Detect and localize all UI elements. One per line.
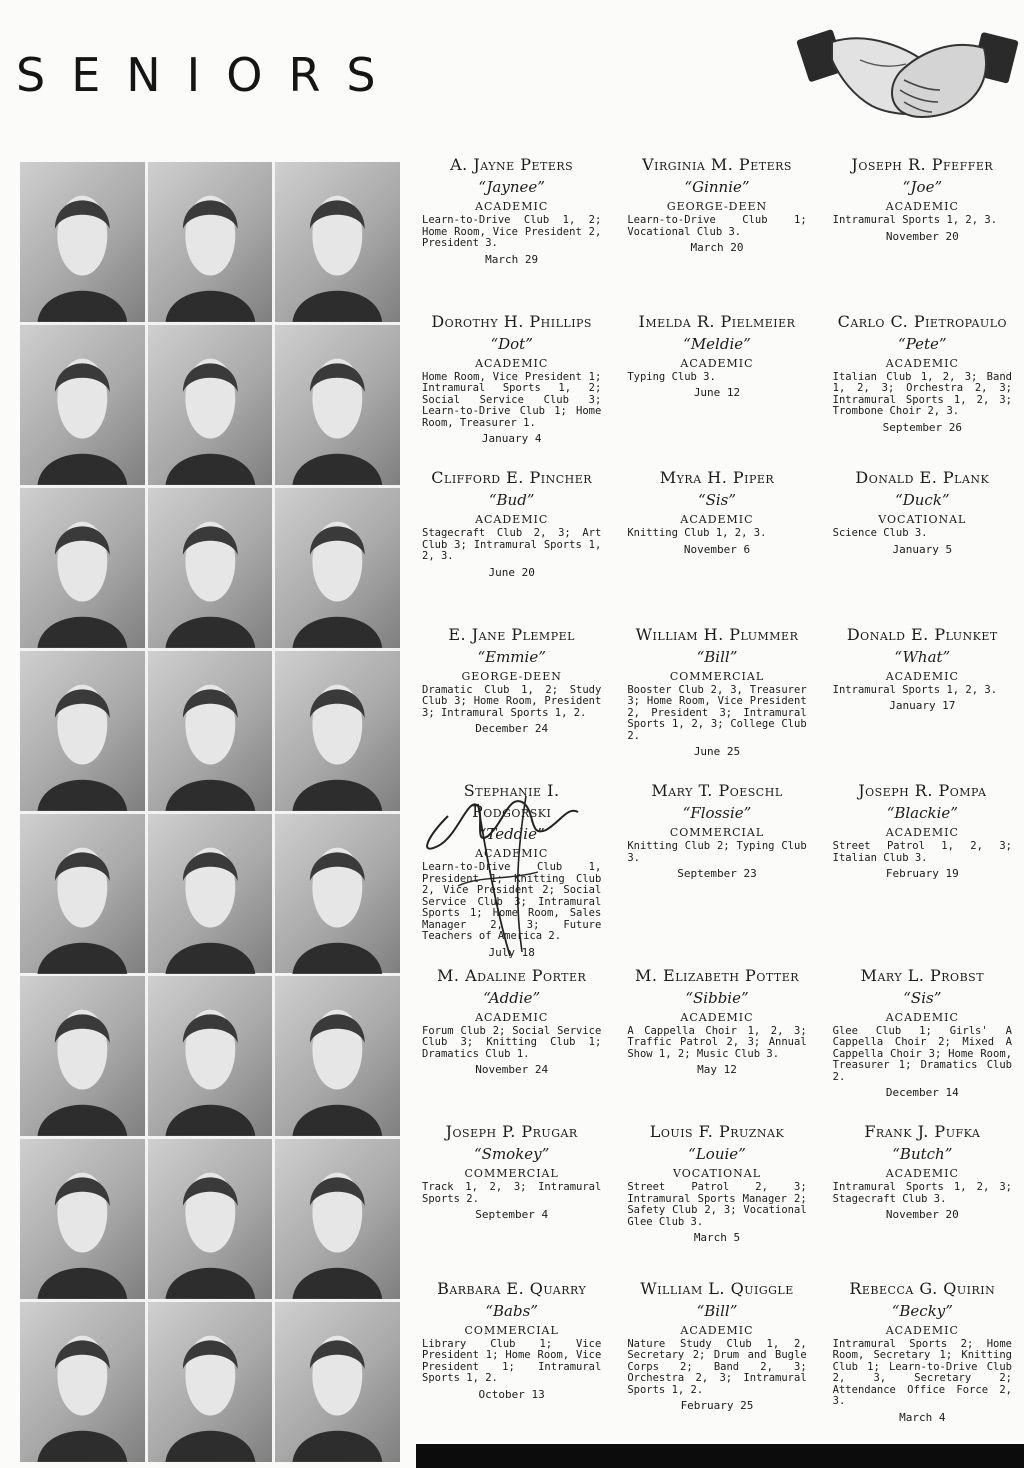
senior-entry [823, 463, 1022, 620]
senior-activities: Knitting Club 2; Typing Club 3. [627, 840, 807, 864]
senior-entry [823, 620, 1022, 777]
senior-entry [823, 776, 1022, 961]
senior-entry [823, 307, 1022, 464]
senior-name: Rebecca G. Quirin [849, 1278, 996, 1298]
senior-name: Louis F. Pruznak [649, 1122, 785, 1141]
senior-name: Donald E. Plank [855, 468, 990, 487]
senior-nickname: “Becky” [891, 1301, 953, 1320]
portrait-photo [148, 976, 273, 1136]
portrait-photo [20, 976, 145, 1136]
senior-name: Dorothy H. Phillips [431, 311, 592, 331]
senior-activities: Intramural Sports 2; Home Room, Secretary 1; Knitting Club 1; Learn-to-Drive Club 2, 3, Secretary 2; Attendance Office Force 2, 3. [832, 1337, 1012, 1407]
senior-birthday: October 13 [478, 1387, 545, 1401]
portrait-photo [148, 651, 273, 811]
senior-activities: A Cappella Choir 1, 2, 3; Traffic Patrol 2, 3; Annual Show 1, 2; Music Club 3. [627, 1024, 807, 1060]
senior-course: ACADEMIC [885, 1167, 959, 1180]
senior-entry [412, 961, 611, 1118]
senior-course: ACADEMIC [475, 356, 549, 370]
senior-birthday: March 5 [693, 1231, 741, 1244]
page-title: SENIORS [16, 48, 402, 102]
senior-nickname: “What” [894, 647, 951, 666]
senior-birthday: June 12 [693, 386, 741, 399]
senior-birthday: September 4 [475, 1208, 549, 1221]
senior-activities: Intramural Sports 1, 2, 3; Stagecraft Club 3. [832, 1181, 1012, 1205]
senior-course: ACADEMIC [885, 669, 959, 683]
portrait-photo [20, 488, 145, 648]
senior-birthday: February 19 [885, 867, 959, 880]
senior-nickname: “Butch” [892, 1145, 953, 1163]
portrait-photo [148, 325, 273, 485]
portrait-photo [20, 162, 145, 322]
senior-activities: Street Patrol 2, 3; Intramural Sports Manager 2; Safety Club 2, 3; Vocational Glee Club 3. [627, 1181, 807, 1228]
senior-birthday: January 5 [892, 542, 953, 556]
senior-course: ACADEMIC [475, 200, 549, 213]
senior-entry [617, 463, 816, 620]
portrait-photo [148, 162, 273, 322]
senior-nickname: “Smokey” [474, 1145, 550, 1163]
senior-birthday: March 4 [899, 1410, 946, 1424]
senior-name: M. Elizabeth Potter [634, 965, 800, 985]
senior-course: COMMERCIAL [464, 1167, 559, 1180]
senior-activities: Forum Club 2; Social Service Club 3; Knitting Club 1; Dramatics Club 1. [422, 1024, 602, 1060]
senior-birthday: May 12 [697, 1063, 737, 1076]
senior-name: William L. Quiggle [640, 1278, 794, 1298]
senior-course: ACADEMIC [475, 847, 549, 860]
senior-course: GEORGE-DEEN [461, 669, 562, 683]
senior-entry [823, 1117, 1022, 1274]
senior-birthday: January 17 [889, 699, 956, 712]
portrait-photo [20, 1139, 145, 1299]
portrait-photo [20, 325, 145, 485]
senior-name: William H. Plummer [635, 624, 799, 644]
portrait-photo [148, 1302, 273, 1462]
senior-activities: Knitting Club 1, 2, 3. [627, 527, 767, 539]
senior-entry [823, 961, 1022, 1118]
senior-nickname: “Addie” [483, 988, 541, 1007]
senior-nickname: “Bud” [488, 491, 535, 509]
senior-nickname: “Sis” [903, 988, 942, 1007]
portrait-photo [275, 1139, 400, 1299]
senior-activities: Nature Study Club 1, 2, Secretary 2; Drum and Bugle Corps 2; Band 2, 3; Orchestra 2, 3; Intramural Sports 1, 2. [627, 1337, 807, 1396]
senior-entry [412, 1274, 611, 1431]
senior-nickname: “Bill” [696, 647, 738, 666]
senior-activities: Typing Club 3. [627, 370, 716, 383]
portrait-photo [148, 488, 273, 648]
portrait-photo [275, 814, 400, 974]
portrait-photo [275, 162, 400, 322]
senior-entry [617, 620, 816, 777]
senior-entry [617, 1274, 816, 1431]
senior-course: ACADEMIC [680, 513, 754, 526]
portrait-photo [275, 488, 400, 648]
portrait-photo [148, 1139, 273, 1299]
senior-nickname: “Sibbie” [685, 988, 749, 1007]
senior-nickname: “Bill” [696, 1301, 738, 1320]
senior-name: Barbara E. Quarry [437, 1278, 587, 1298]
senior-birthday: February 25 [680, 1399, 754, 1412]
senior-entry [617, 776, 816, 961]
senior-entry [823, 150, 1022, 307]
senior-nickname: “Blackie” [886, 804, 958, 822]
senior-course: ACADEMIC [680, 1010, 754, 1024]
portrait-photo [20, 814, 145, 974]
senior-entry [617, 961, 816, 1118]
senior-activities: Science Club 3. [832, 527, 928, 539]
senior-course: GEORGE-DEEN [666, 200, 768, 213]
senior-birthday: September 26 [882, 420, 963, 434]
senior-activities: Learn-to-Drive Club 1; Vocational Club 3. [627, 214, 807, 238]
senior-birthday: December 14 [885, 1086, 959, 1099]
senior-name: Joseph P. Prugar [445, 1122, 578, 1141]
senior-entry [823, 1274, 1022, 1431]
senior-entry [412, 463, 611, 620]
portrait-photo [20, 1302, 145, 1462]
senior-activities: Stagecraft Club 2, 3; Art Club 3; Intramural Sports 1, 2, 3. [422, 527, 602, 562]
senior-nickname: “Flossie” [682, 804, 752, 822]
handshake-illustration [800, 20, 1016, 124]
senior-birthday: March 20 [690, 241, 744, 254]
senior-entry [412, 1117, 611, 1274]
senior-nickname: “Meldie” [683, 334, 751, 353]
portrait-photo [275, 325, 400, 485]
senior-name: Donald E. Plunket [846, 624, 998, 644]
senior-nickname: “Sis” [697, 491, 737, 509]
senior-name: Carlo C. Pietropaulo [837, 311, 1008, 331]
senior-nickname: “Joe” [902, 178, 943, 196]
senior-activities: Library Club 1; Vice President 1; Home Room, Vice President 1; Intramural Sports 1, 2. [422, 1337, 602, 1384]
senior-entry [412, 620, 611, 777]
portrait-photo [148, 814, 273, 974]
portrait-photo [275, 1302, 400, 1462]
senior-course: COMMERCIAL [464, 1323, 559, 1337]
senior-birthday: December 24 [475, 722, 549, 735]
senior-name: Stephanie I. Podgorski [463, 781, 560, 821]
senior-course: ACADEMIC [680, 356, 754, 370]
senior-name: Myra H. Piper [659, 468, 775, 487]
senior-nickname: “Emmie” [477, 647, 546, 666]
senior-activities: Street Patrol 1, 2, 3; Italian Club 3. [832, 840, 1012, 864]
portrait-grid [20, 162, 400, 1462]
senior-course: ACADEMIC [885, 826, 959, 839]
senior-nickname: “Pete” [898, 334, 947, 353]
senior-course: COMMERCIAL [669, 669, 765, 683]
portrait-photo [20, 651, 145, 811]
senior-activities: Intramural Sports 1, 2, 3. [832, 214, 998, 226]
senior-activities: Learn-to-Drive Club 1, 2; Home Room, Vice President 2, President 3. [422, 214, 602, 249]
senior-course: ACADEMIC [680, 1323, 754, 1337]
senior-birthday: June 20 [488, 565, 535, 579]
senior-birthday: November 6 [683, 542, 751, 556]
senior-activities: Dramatic Club 1, 2; Study Club 3; Home Room, President 3; Intramural Sports 1, 2. [422, 683, 602, 719]
senior-course: COMMERCIAL [669, 826, 765, 839]
senior-course: ACADEMIC [885, 200, 959, 213]
senior-activities: Learn-to-Drive Club 1, President 1; Knitting Club 2, Vice President 2; Social Service Club 3; Intramural Sports 1; Home Room, Sales Manager 2, 3; Future Teachers of America 2. [422, 861, 602, 942]
senior-name: A. Jayne Peters [450, 155, 574, 174]
senior-birthday: June 25 [693, 745, 741, 758]
senior-birthday: July 18 [488, 945, 535, 959]
senior-activities: Intramural Sports 1, 2, 3. [832, 683, 998, 696]
senior-activities: Home Room, Vice President 1; Intramural Sports 1, 2; Social Service Club 3; Learn-to-Drive Club 1; Home Room, Treasurer 1. [422, 370, 602, 429]
senior-course: ACADEMIC [475, 513, 549, 526]
senior-entry [617, 150, 816, 307]
portrait-photo [275, 651, 400, 811]
senior-name: Mary L. Probst [860, 965, 985, 985]
senior-name: Joseph R. Pfeffer [851, 155, 994, 174]
senior-birthday: November 20 [885, 1208, 959, 1221]
senior-birthday: November 24 [475, 1063, 549, 1076]
senior-nickname: “Jaynee” [478, 178, 545, 196]
senior-entry [617, 307, 816, 464]
senior-entry [412, 150, 611, 307]
senior-birthday: November 20 [885, 229, 959, 243]
senior-course: VOCATIONAL [672, 1167, 762, 1180]
senior-nickname: “Babs” [485, 1301, 538, 1320]
senior-name: Imelda R. Pielmeier [638, 311, 796, 331]
senior-entry [617, 1117, 816, 1274]
senior-nickname: “Dot” [490, 334, 533, 353]
senior-nickname: “Teddie” [478, 825, 545, 843]
senior-name: Joseph R. Pompa [858, 781, 987, 800]
senior-activities: Booster Club 2, 3, Treasurer 3; Home Room, Vice President 2, President 3; Intramural Sports 1, 2, 3; College Club 2. [627, 683, 807, 742]
senior-name: Virginia M. Peters [642, 155, 792, 174]
senior-course: ACADEMIC [885, 356, 959, 370]
portrait-photo [275, 976, 400, 1136]
senior-nickname: “Duck” [895, 491, 950, 509]
senior-activities: Glee Club 1; Girls' A Cappella Choir 2; Mixed A Cappella Choir 3; Home Room, Treasurer 1; Dramatics Club 2. [832, 1024, 1012, 1083]
senior-activities: Italian Club 1, 2, 3; Band 1, 2, 3; Orchestra 2, 3; Intramural Sports 1, 2, 3; Trombone Choir 2, 3. [832, 370, 1012, 417]
senior-name: M. Adaline Porter [437, 965, 587, 985]
senior-course: ACADEMIC [885, 1010, 959, 1024]
senior-course: ACADEMIC [885, 1323, 959, 1337]
senior-entries [412, 150, 1022, 1430]
senior-course: ACADEMIC [475, 1010, 549, 1024]
footer-bar [416, 1444, 1024, 1468]
senior-birthday: January 4 [481, 432, 542, 445]
senior-name: E. Jane Plempel [448, 624, 575, 644]
senior-nickname: “Ginnie” [684, 178, 750, 196]
senior-name: Frank J. Pufka [864, 1122, 981, 1141]
senior-entry [412, 307, 611, 464]
senior-entry [412, 776, 611, 961]
senior-name: Clifford E. Pincher [431, 468, 593, 487]
senior-name: Mary T. Poeschl [651, 781, 783, 800]
senior-activities: Track 1, 2, 3; Intramural Sports 2. [422, 1181, 602, 1205]
senior-course: VOCATIONAL [878, 513, 967, 526]
senior-nickname: “Louie” [688, 1145, 746, 1163]
senior-birthday: September 23 [677, 867, 757, 880]
senior-birthday: March 29 [485, 252, 539, 266]
